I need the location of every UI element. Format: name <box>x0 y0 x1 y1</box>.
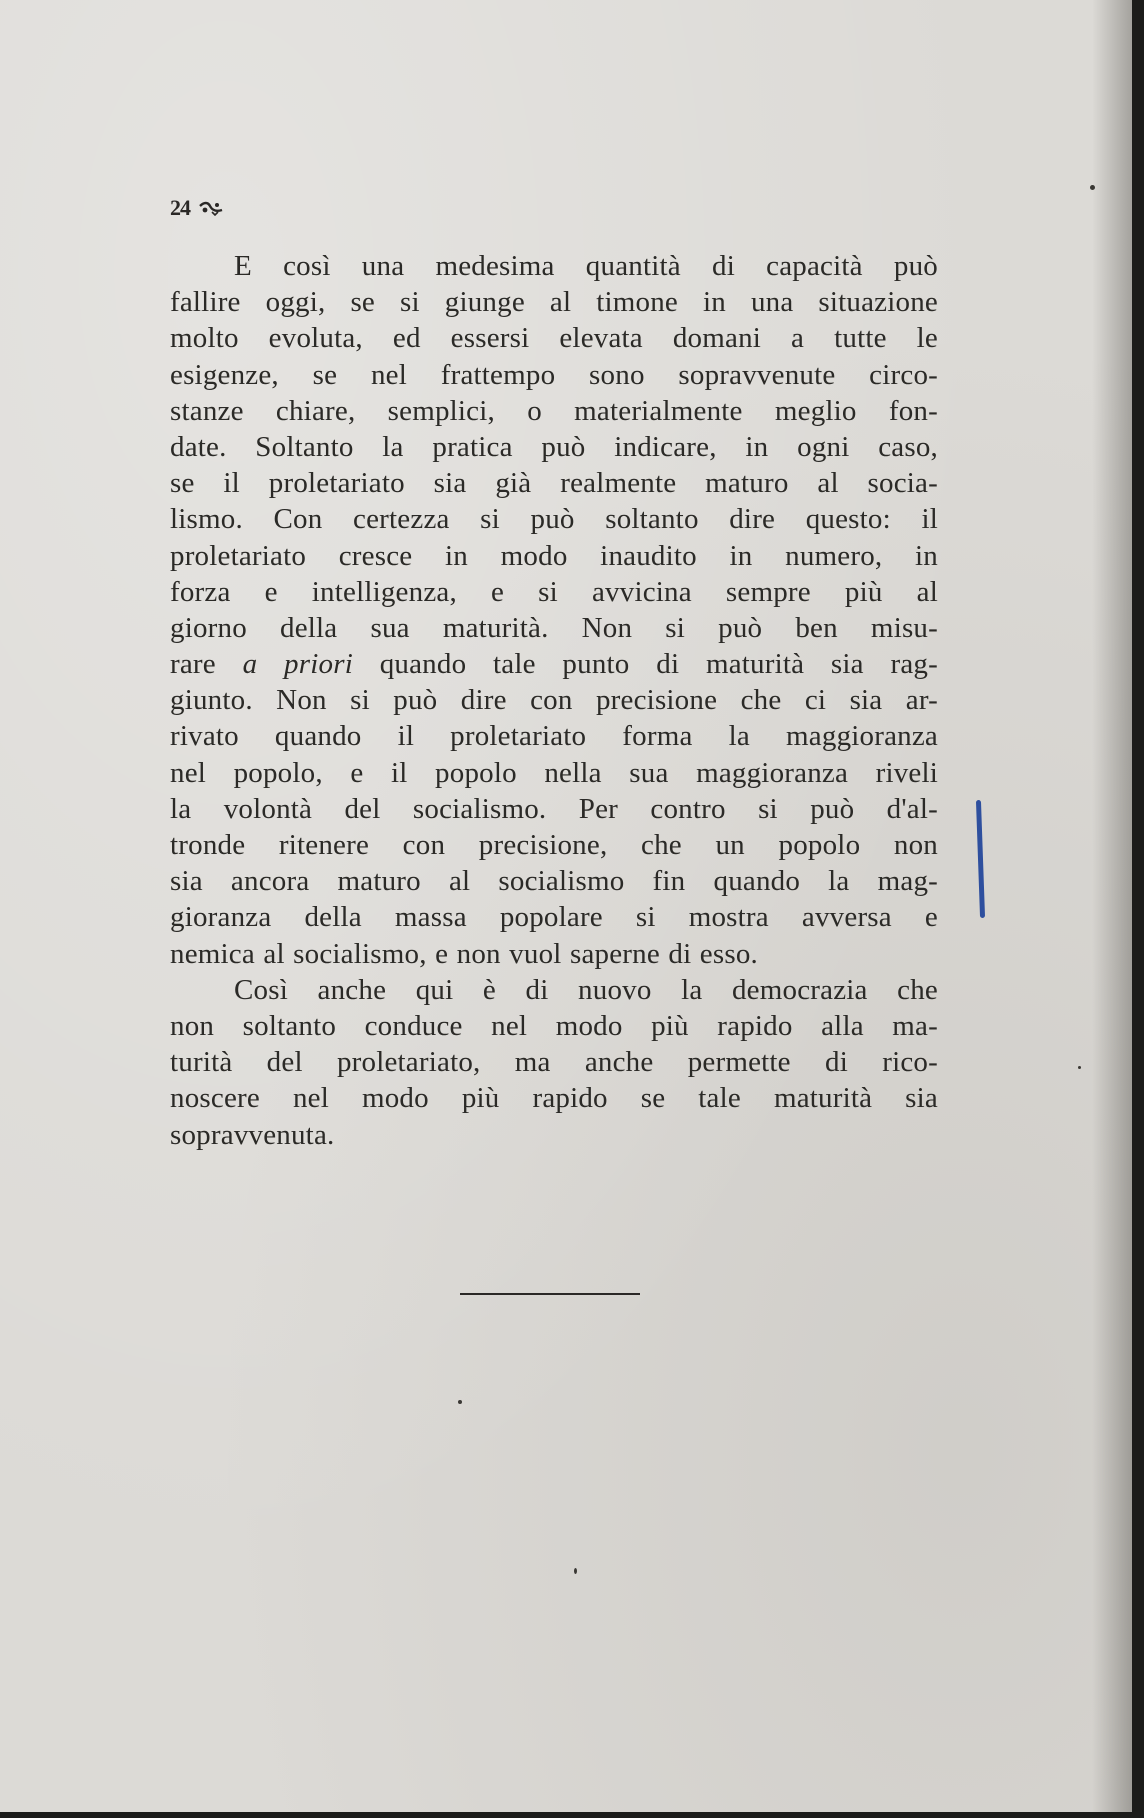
paragraph <box>170 248 938 972</box>
section-divider <box>460 1293 640 1295</box>
page-number: 24 <box>170 195 190 220</box>
text-run: quando tale punto di maturità sia rag- <box>352 648 938 681</box>
text-line: sopravvenuta. <box>170 1118 335 1151</box>
body-text <box>170 248 938 1153</box>
text-run: rare <box>170 648 243 681</box>
paragraph <box>170 972 938 1153</box>
fleuron-icon <box>198 200 224 216</box>
text-line: noscere nel modo più rapido se tale maturità sia <box>170 1082 938 1115</box>
spine-shadow <box>1092 0 1132 1812</box>
text-line: date. Soltanto la pratica può indicare, in ogni caso, <box>170 430 938 463</box>
text-line: gioranza della massa popolare si mostra avversa e <box>170 901 938 934</box>
text-line: Così anche qui è di nuovo la democrazia che <box>234 973 938 1006</box>
text-line: lismo. Con certezza si può soltanto dire questo: il <box>170 503 938 536</box>
text-line: nel popolo, e il popolo nella sua maggioranza riveli <box>170 756 938 789</box>
paper-speck <box>1090 185 1095 190</box>
text-line: giunto. Non si può dire con precisione che ci sia ar- <box>170 684 938 717</box>
text-line: giorno della sua maturità. Non si può ben misu- <box>170 611 938 644</box>
page-header <box>170 195 224 221</box>
text-line: se il proletariato sia già realmente maturo al socia- <box>170 467 938 500</box>
text-line: fallire oggi, se si giunge al timone in una situazione <box>170 286 938 319</box>
paper-speck <box>574 1568 577 1574</box>
margin-pen-mark <box>976 800 985 918</box>
text-line: sia ancora maturo al socialismo fin quando la mag- <box>170 865 938 898</box>
text-line: molto evoluta, ed essersi elevata domani a tutte le <box>170 322 938 355</box>
text-line: tronde ritenere con precisione, che un popolo non <box>170 829 938 861</box>
text-line: non soltanto conduce nel modo più rapido alla ma- <box>170 1009 938 1042</box>
text-line <box>170 646 938 682</box>
text-line: forza e intelligenza, e si avvicina sempre più al <box>170 575 938 608</box>
text-line: E così una medesima quantità di capacità può <box>234 250 938 282</box>
text-line: turità del proletariato, ma anche permette di rico- <box>170 1046 938 1079</box>
italic-phrase: a priori <box>242 648 353 681</box>
text-line: esigenze, se nel frattempo sono sopravvenute circo- <box>170 358 938 391</box>
text-line: la volontà del socialismo. Per contro si può d'al- <box>170 792 938 825</box>
text-line: proletariato cresce in modo inaudito in numero, in <box>170 539 938 572</box>
text-line: rivato quando il proletariato forma la maggioranza <box>170 720 938 753</box>
text-line: stanze chiare, semplici, o materialmente meglio fon- <box>170 394 938 427</box>
paper-speck <box>1078 1066 1081 1069</box>
paper-speck <box>458 1400 462 1404</box>
text-line: nemica al socialismo, e non vuol saperne di esso. <box>170 937 758 970</box>
